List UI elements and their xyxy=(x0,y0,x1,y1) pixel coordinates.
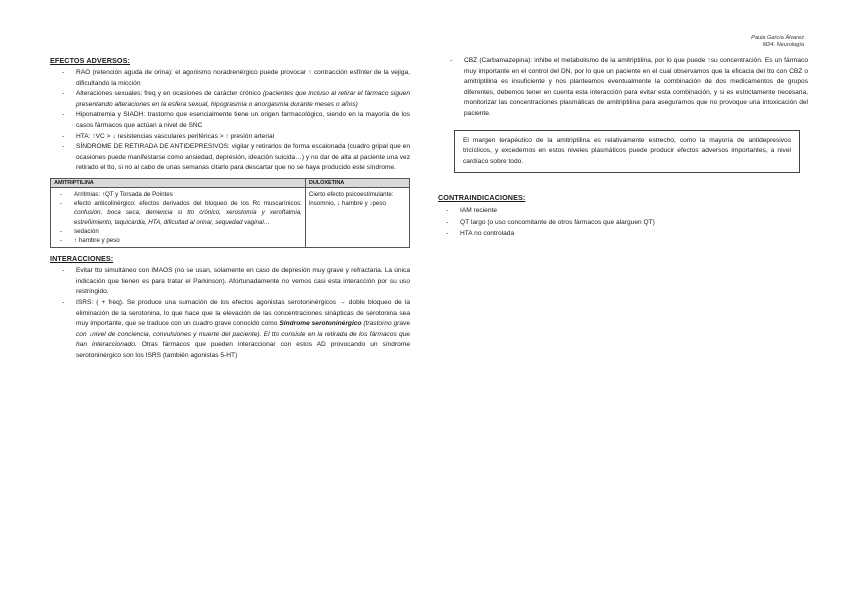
list-item: - SÍNDROME DE RETIRADA DE ANTIDEPRESIVOS: vigilar y retirarlos de forma escalonada (cuadro gripal que en ocasiones puede manifestarse como ansiedad, depresión, ideación suicida…) y no dar de alta al paciente una vez retirado el tto, si no al cabo de unas semanas citarlo para descartar que no se haya producido este síndrome. xyxy=(50,142,410,174)
right-column xyxy=(438,56,808,240)
cbz-list xyxy=(438,56,808,120)
list-item: - Hiponatremia y SIADH: trastorno que esencialmente tiene un origen farmacológico, siendo en la mayoría de los casos fármacos que actúan a nivel de SNC xyxy=(50,110,410,131)
list-item: - ↑ hambre y peso xyxy=(54,236,302,245)
list-item: - HTA no controlada xyxy=(438,228,808,240)
list-item: - RAO (retención aguda de orina): el agonismo noradrenérgico puede provocar ↑ contracción esfínter de la vejiga, dificultando la micción xyxy=(50,68,410,89)
adverse-effects-title: EFECTOS ADVERSOS: xyxy=(50,56,130,65)
duloxetina-cell: Cierto efecto psicoestimulante: insomnio, ↓ hambre y ↓peso xyxy=(305,187,409,247)
table-header-amitriptilina: AMITRIPTILINA xyxy=(51,178,306,187)
amitriptilina-cell xyxy=(51,187,306,247)
list-item: - CBZ (Carbamazepina): inhibe el metabolismo de la amitriptilina, por lo que puede ↑su concentración. Es un fármaco muy importante en el control del DN, por lo que un paciente en el cual observamos que la eficacia del tto con CBZ o amitriptilina es insuficiente y nos planteamos eventualmente la combinación de dos medicamentos de grupos diferentes, debemos tener en cuenta esta interacción para evitar esta combinación, y si es estrictamente necesaria, monitorizar las concentraciones plasmáticas de amitriptilina para asegurarnos que no provoque una intoxicación del paciente. xyxy=(438,56,808,120)
list-item: - sedación xyxy=(54,227,302,236)
course-label: M24. Neurología xyxy=(762,42,804,48)
left-column xyxy=(50,56,410,362)
list-item: - HTA: ↑VC > ↓ resistencias vasculares periféricas > ↑ presión arterial xyxy=(50,132,410,143)
interactions-title: INTERACCIONES: xyxy=(50,254,114,264)
list-item: - Arritmias: ↑QT y Torsada de Pointes xyxy=(54,190,302,199)
contraindications-title: CONTRAINDICACIONES: xyxy=(438,193,526,203)
contraindications-list xyxy=(438,205,808,240)
list-item: - Alteraciones sexuales: freq y en ocasiones de carácter crónico (pacientes que incluso al retirar el fármaco siguen presentando alteraciones en la esfera sexual, hipograsmia o anorgasmia durante meses o años) xyxy=(50,89,410,110)
therapeutic-margin-box: El margen terapéutico de la amitriptilina es relativamente estrecho, como la mayoría de antidepresivos tricíclicos, y excedernos en estos niveles plasmáticos puede producir efectos adversos importantes, a nivel cardíaco sobre todo. xyxy=(454,130,800,174)
list-item: - IAM reciente xyxy=(438,205,808,217)
list-item: - QT largo (o uso concomitante de otros fármacos que alarguen QT) xyxy=(438,217,808,229)
interactions-list xyxy=(50,266,410,361)
list-item: - ISRS: ( + freq). Se produce una sumación de los efectos agonistas serotoninérgicos → doble bloqueo de la eliminación de la serotonina, lo que hace que la elevación de las concentraciones sinápticas de serotonina sea muy importante, que se traduce con un cuadro grave conocido como Síndrome serotoninérgico (trastorno grave con ↓nivel de conciencia, convulsiones y muerte del paciente). El tto consiste en la retirada de los fármacos que han interaccionado. Otras fármacos que pueden interaccionar con estos AD provocando un síndrome serotoninérgico son los ISRS (también agonistas 5-HT) xyxy=(50,298,410,362)
drug-comparison-table xyxy=(50,178,410,248)
list-item: - Evitar tto simultáneo con IMAOS (no se usan, solamente en caso de depresión muy grave y refractaria. La única indicación que tienen es para tratar el Parkinson). Afortunadamente no vemos casi esta interacción por su uso restringido. xyxy=(50,266,410,298)
adverse-effects-list xyxy=(50,68,410,174)
page-header xyxy=(751,35,804,49)
author-name: Paula García Álvarez xyxy=(751,35,804,41)
list-item: - efecto anticolinérgico: efectos derivados del bloqueo de los Rc muscarínicos: confusión, boca seca, demencia si tto crónico, xerostomía y xeroftalmia, estreñimiento, taquicardia, HTA, dificultad al orinar, sequedad vaginal… xyxy=(54,199,302,227)
table-header-duloxetina: DULOXETINA xyxy=(305,178,409,187)
